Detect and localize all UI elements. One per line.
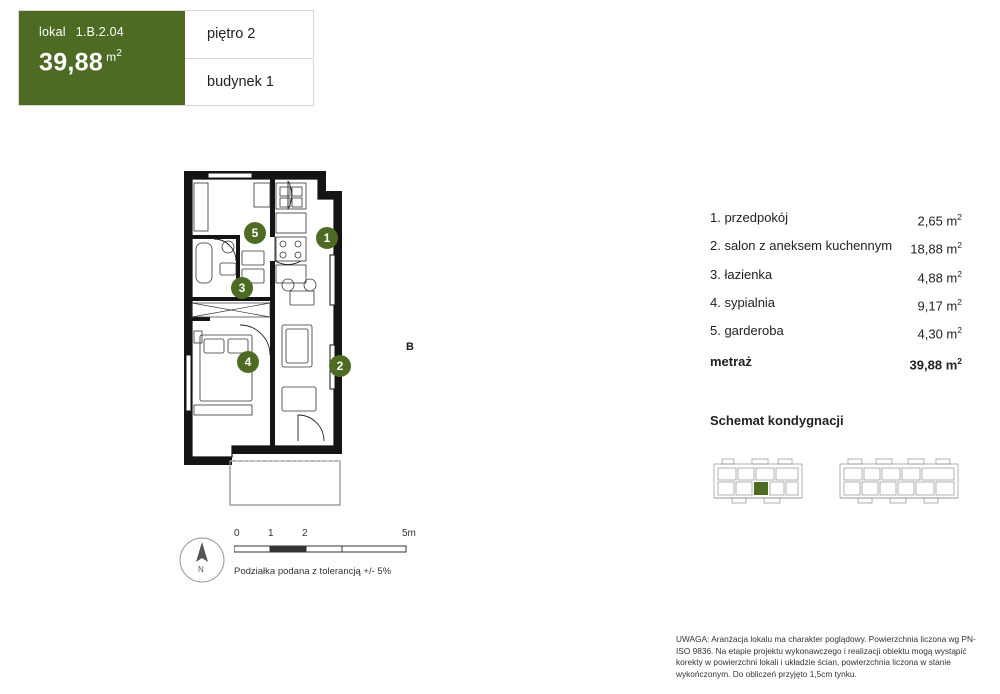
floor-plan (170, 165, 430, 510)
legend-row (710, 318, 962, 346)
svg-text:N: N (198, 565, 204, 574)
unit-badge (19, 11, 185, 105)
legend-room-area: 4,88 $m^2$ (917, 268, 962, 285)
legend-room-label: 1. przedpokój (710, 210, 789, 225)
legend-row (710, 262, 962, 290)
marker-label: 5 (251, 226, 259, 240)
building-cell (185, 59, 313, 106)
building-label: budynek 1 (207, 73, 274, 90)
scale-tick-3: 5m (402, 528, 416, 539)
unit-area-unit: m2 (106, 48, 123, 64)
plan-walls (188, 175, 338, 461)
room-marker-2 (329, 355, 351, 377)
floor-plan-drawing (170, 165, 430, 510)
marker-label: 1 (323, 231, 331, 245)
room-marker-3 (231, 277, 253, 299)
schemat-kondygnacji-diagram (712, 458, 962, 508)
marker-label: 4 (244, 355, 252, 369)
scale-note: Podziałka podana z tolerancją +/- 5% (234, 566, 392, 577)
balcony-letter: B (406, 341, 414, 353)
scale-ruler (234, 544, 424, 558)
scale-tick-0: 0 (234, 528, 240, 539)
room-marker-4 (237, 351, 259, 373)
lokal-code: 1.B.2.04 (75, 25, 124, 39)
scale-tick-2: 2 (302, 528, 308, 539)
scale-tick-labels (234, 528, 424, 542)
unit-area-value: 39,88 (39, 48, 104, 77)
legend-room-area: 9,17 $m^2$ (917, 296, 962, 314)
legend-room-label: 5. garderoba (710, 323, 784, 339)
balcony (230, 461, 340, 505)
schemat-title: Schemat kondygnacji (710, 413, 844, 428)
unit-area-line (39, 48, 169, 77)
legend-row (710, 290, 962, 318)
unit-lokal-line (39, 25, 169, 39)
legend-total-row (710, 349, 962, 377)
floor-label: piętro 2 (207, 26, 256, 43)
legend-row (710, 205, 962, 233)
building-block-right (840, 459, 958, 503)
legend-room-area: 4,30 $m^2$ (917, 325, 962, 342)
scale-bar (172, 528, 432, 588)
marker-label: 3 (238, 281, 246, 295)
unit-header (18, 10, 314, 106)
legend-room-area: 2,65 $m^2$ (917, 212, 962, 229)
legend-room-label: 2. salon z aneksem kuchennym (710, 238, 893, 254)
lokal-label: lokal (39, 25, 66, 39)
floor-cell (185, 11, 313, 59)
room-marker-5 (244, 222, 266, 244)
legend-room-label: 3. łazienka (710, 266, 773, 282)
legend-row (710, 233, 962, 261)
room-marker-1 (316, 227, 338, 249)
footer-disclaimer: UWAGA: Aranżacja lokalu ma charakter poglądowy. Powierzchnia liczona wg PN-ISO 9836. Na etapie projektu wykonawczego i realizacji obiektu mogą wystąpić korekty w powierzchni lokali i układzie ścian, powierzchnia liczona w stanie wykończonym. Do obliczeń przyjęto 1,5cm tynku. (676, 634, 976, 679)
compass-icon (172, 530, 232, 588)
scale-tick-1: 1 (268, 528, 274, 539)
marker-label: 2 (336, 359, 344, 373)
legend-total-area: 39,88 $m^2$ (909, 355, 962, 372)
room-legend (710, 205, 962, 377)
legend-total-label: metraż (710, 353, 752, 369)
legend-room-area: 18,88 $m^2$ (910, 240, 962, 257)
building-block-left (714, 459, 802, 503)
unit-meta-column (185, 11, 313, 105)
legend-room-label: 4. sypialnia (710, 294, 776, 310)
highlighted-unit (754, 482, 768, 495)
